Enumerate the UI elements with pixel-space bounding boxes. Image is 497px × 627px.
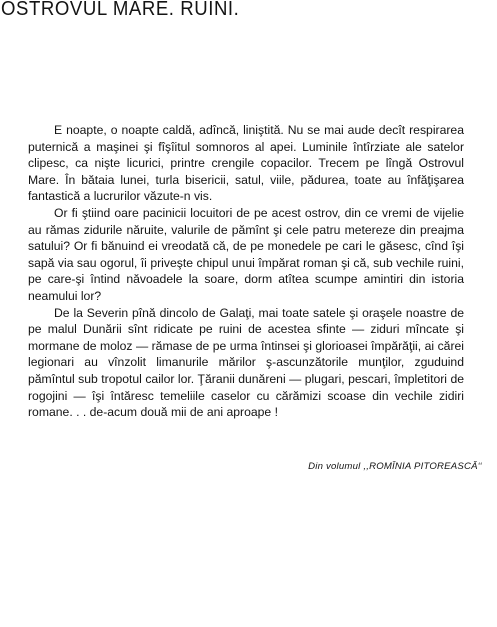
paragraph-3: De la Severin pînă dincolo de Galaţi, mai toate satele şi oraşele noastre de pe malul Dunării sînt ridicate pe ruini de acestea sfinte — ziduri mîncate şi mormane de moloz — rămase de pe urma întinsei şi glorioasei împărăţii, ai cărei legionari au vînzolit limanurile mărilor ş-ascunzătorile munţilor, zguduind pămîntul sub tropotul cailor lor. Ţăranii dunăreni — plugari, pescari, împletitori de rogojini — îşi întăresc temeliile caselor cu cărămizi scoase din vechile zidiri romane. . . de-acum două mii de ani aproape ! xyxy=(28,305,464,420)
paragraph-1: E noapte, o noapte caldă, adîncă, liniştită. Nu se mai aude decît respirarea puternică a maşinei şi fîşîitul somnoros al apei. Luminile întîrziate ale satelor clipesc, ca nişte licurici, printre crengile copacilor. Trecem pe lîngă Ostrovul Mare. În bătaia lunei, turla bisericii, satul, viile, pădurea, toate au înfăţişarea fantastică a lucrurilor văzute-n vis. xyxy=(28,123,464,204)
page-title: OSTROVUL MARE. RUINI. xyxy=(1,0,240,20)
source-attribution: Din volumul ,,ROMÎNIA PITOREASCĂ‘‘ xyxy=(308,461,482,472)
paragraph-2: Or fi ştiind oare pacinicii locuitori de pe acest ostrov, din ce vremi de vijelie au rămas zidurile năruite, valurile de pămînt şi cele patru metereze din preajma satului? Or fi bănuind ei vreodată că, de pe monedele pe cari le găsesc, cînd îşi sapă via sau ogorul, îi priveşte chipul unui împărat roman şi că, sub vechile ruini, pe care-şi întind năvoadele la soare, dorm atîtea scumpe amintiri din istoria neamului lor? xyxy=(28,205,464,303)
article-body xyxy=(28,122,464,421)
